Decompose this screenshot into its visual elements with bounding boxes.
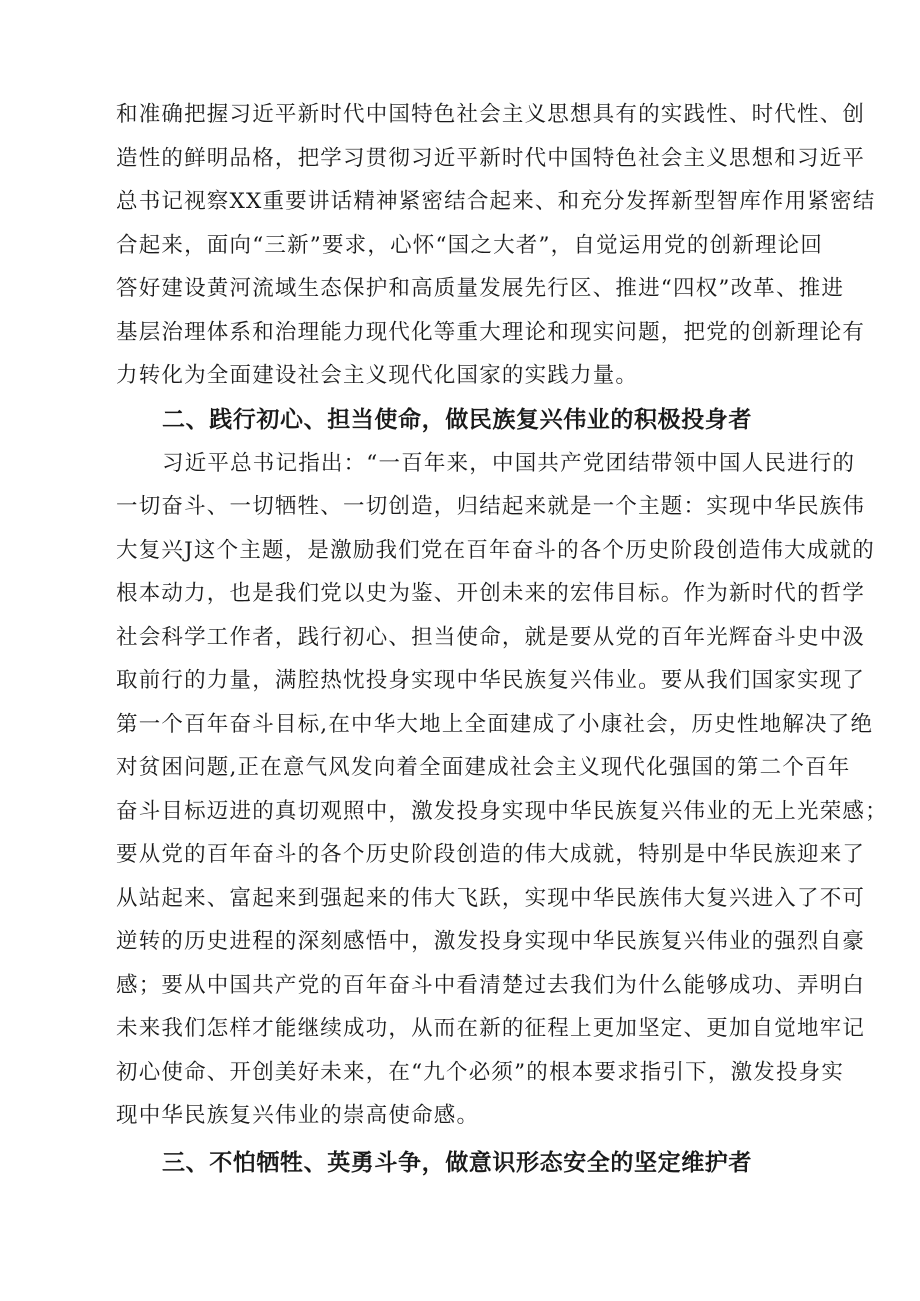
section-heading-2: 二、践行初心、担当使命，做民族复兴伟业的积极投身者 (162, 407, 752, 433)
paragraph-2-line-8: 对贫困问题,正在意气风发向着全面建成社会主义现代化强国的第二个百年 (116, 755, 851, 780)
paragraph-2-line-10: 要从党的百年奋斗的各个历史阶段创造的伟大成就，特别是中华民族迎来了 (116, 842, 866, 867)
paragraph-2-line-16: 现中华民族复兴伟业的崇高使命感。 (116, 1103, 480, 1128)
paragraph-2-line-6: 取前行的力量，满腔热忱投身实现中华民族复兴伟业。要从我们国家实现了 (116, 668, 866, 693)
paragraph-2-line-9: 奋斗目标迈进的真切观照中，激发投身实现中华民族复兴伟业的无上光荣感； (116, 799, 888, 824)
paragraph-2-line-14: 未来我们怎样才能继续成功，从而在新的征程上更加坚定、更加自觉地牢记 (116, 1016, 866, 1041)
paragraph-1-line-3: 总书记视察XX重要讲话精神紧密结合起来、和充分发挥新型智库作用紧密结 (116, 189, 876, 214)
paragraph-2-line-2: 一切奋斗、一切牺牲、一切创造，归结起来就是一个主题：实现中华民族伟 (116, 494, 866, 519)
paragraph-2-line-12: 逆转的历史进程的深刻感悟中，激发投身实现中华民族复兴伟业的强烈自豪 (116, 929, 866, 954)
paragraph-1-line-1: 和准确把握习近平新时代中国特色社会主义思想具有的实践性、时代性、创 (116, 102, 866, 127)
paragraph-2-line-11: 从站起来、富起来到强起来的伟大飞跃，实现中华民族伟大复兴进入了不可 (116, 886, 866, 911)
paragraph-2-line-1: 习近平总书记指出：“一百年来，中国共产党团结带领中国人民进行的 (162, 451, 856, 476)
paragraph-2-line-4: 根本动力，也是我们党以史为鉴、开创未来的宏伟目标。作为新时代的哲学 (116, 581, 866, 606)
section-heading-3: 三、不怕牺牲、英勇斗争，做意识形态安全的坚定维护者 (162, 1150, 752, 1176)
paragraph-1-line-7: 力转化为全面建设社会主义现代化国家的实践力量。 (116, 363, 639, 388)
paragraph-1-line-4: 合起来，面向“三新”要求，心怀“国之大者”，自觉运用党的创新理论回 (116, 233, 824, 258)
paragraph-2-line-5: 社会科学工作者，践行初心、担当使命，就是要从党的百年光辉奋斗史中汲 (116, 625, 866, 650)
paragraph-1-line-5: 答好建设黄河流域生态保护和高质量发展先行区、推进“四权”改革、推进 (116, 276, 845, 301)
paragraph-2-line-13: 感；要从中国共产党的百年奋斗中看清楚过去我们为什么能够成功、弄明白 (116, 973, 866, 998)
paragraph-1-line-6: 基层治理体系和治理能力现代化等重大理论和现实问题，把党的创新理论有 (116, 320, 866, 345)
paragraph-2-line-3: 大复兴J这个主题，是激励我们党在百年奋斗的各个历史阶段创造伟大成就的 (116, 538, 875, 563)
paragraph-1-line-2: 造性的鲜明品格，把学习贯彻习近平新时代中国特色社会主义思想和习近平 (116, 146, 866, 171)
paragraph-2-line-7: 第一个百年奋斗目标,在中华大地上全面建成了小康社会，历史性地解决了绝 (116, 712, 874, 737)
paragraph-2-line-15: 初心使命、开创美好未来，在“九个必须”的根本要求指引下，激发投身实 (116, 1060, 845, 1085)
